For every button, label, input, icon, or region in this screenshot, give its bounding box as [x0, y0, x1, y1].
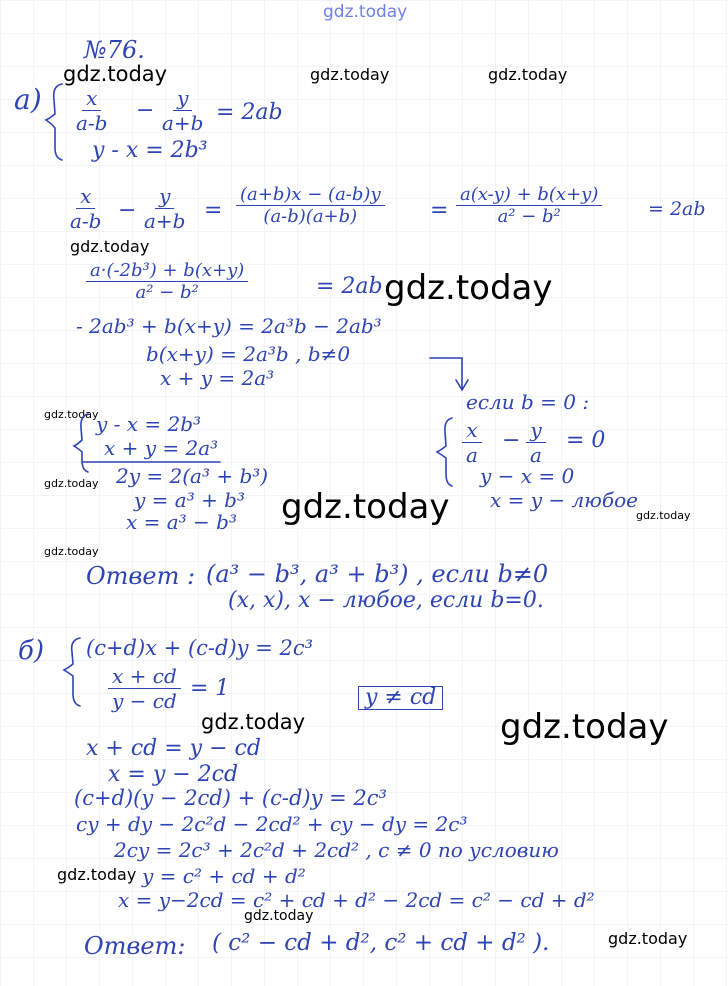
if-b0-frac-y	[526, 418, 546, 467]
denominator: a	[466, 443, 478, 467]
line1-frac2	[140, 184, 189, 233]
if-b0-eq2: y − x = 0	[480, 464, 575, 488]
numerator: y	[173, 86, 192, 111]
watermark: gdz.today	[63, 62, 168, 86]
watermark: gdz.today	[244, 908, 314, 924]
minus-sign: −	[136, 98, 155, 123]
watermark: gdz.today	[488, 65, 568, 84]
if-b0-frac-x	[462, 418, 482, 467]
denominator: a+b	[144, 209, 186, 233]
watermark: gdz.today	[44, 545, 99, 558]
watermark: gdz.today	[636, 509, 691, 522]
sys-a-frac-y	[158, 86, 207, 135]
equation-rhs: = 2ab	[216, 100, 283, 125]
line5: x + y = 2a³	[160, 366, 275, 390]
equation-rhs: = 0	[566, 428, 606, 453]
line1-frac3	[236, 184, 385, 227]
equation-rhs: = 2ab	[648, 198, 706, 220]
line2-frac	[86, 260, 248, 303]
watermark: gdz.today	[201, 710, 306, 734]
part-b-line2: x = y − 2cd	[108, 762, 239, 787]
part-b-line4: cy + dy − 2c²d − 2cd² + cy − dy = 2c³	[76, 812, 468, 836]
part-b-line3: (c+d)(y − 2cd) + (c-d)y = 2c³	[74, 786, 387, 810]
numerator: (a+b)x − (a-b)y	[236, 184, 385, 206]
answer-b-label: Ответ:	[84, 932, 186, 960]
part-b-line1: x + cd = y − cd	[86, 736, 261, 761]
line1-frac4	[456, 184, 602, 227]
denominator: y − cd	[112, 689, 177, 713]
part-b-line6: y = c² + cd + d²	[142, 864, 306, 888]
sys-a-eq2: y - x = 2b³	[92, 138, 208, 163]
equation-rhs: = 1	[190, 676, 230, 701]
watermark-top: gdz.today	[323, 2, 408, 22]
denominator: (a-b)(a+b)	[263, 206, 358, 227]
part-b-line5: 2cy = 2c³ + 2c²d + 2cd² , c ≠ 0 по условию	[114, 838, 559, 862]
line6: 2y = 2(a³ + b³)	[116, 464, 269, 488]
answer-a-line2: (x, x), x − любое, если b=0.	[228, 588, 544, 613]
numerator: x	[82, 86, 101, 111]
watermark: gdz.today	[608, 929, 688, 948]
denominator: a² − b²	[497, 206, 561, 227]
line4: b(x+y) = 2a³b , b≠0	[146, 342, 351, 366]
denominator: a	[530, 443, 542, 467]
sys2-eq1: y - x = 2b³	[96, 412, 202, 436]
if-b0-title: если b = 0 :	[466, 390, 590, 414]
sys-a-frac-x	[72, 86, 111, 135]
sys-b-eq1: (c+d)x + (c-d)y = 2c³	[86, 636, 314, 660]
watermark: gdz.today	[500, 707, 669, 747]
sys-b-frac	[108, 664, 181, 713]
numerator: x + cd	[108, 664, 181, 689]
line8: x = a³ − b³	[126, 510, 237, 534]
watermark: gdz.today	[310, 65, 390, 84]
watermark: gdz.today	[281, 487, 450, 527]
denominator: a+b	[162, 111, 204, 135]
minus-sign: −	[118, 198, 137, 223]
answer-a-line1: (a³ − b³, a³ + b³) , если b≠0	[206, 560, 549, 588]
if-b0-eq3: x = y − любое	[490, 488, 638, 512]
equals-sign: =	[430, 198, 449, 223]
line3: - 2ab³ + b(x+y) = 2a³b − 2ab³	[76, 314, 382, 338]
numerator: y	[155, 184, 174, 209]
line7: y = a³ + b³	[134, 488, 246, 512]
answer-b: ( c² − cd + d², c² + cd + d² ).	[212, 930, 550, 956]
watermark: gdz.today	[44, 408, 99, 421]
numerator: x	[76, 184, 95, 209]
minus-sign: −	[502, 428, 521, 453]
part-b-line7: x = y−2cd = c² + cd + d² − 2cd = c² − cd + d²	[118, 888, 595, 912]
answer-a-label: Ответ :	[86, 562, 196, 590]
part-b-label: б)	[18, 636, 45, 666]
condition-box: y ≠ cd	[358, 686, 443, 710]
problem-number: №76.	[84, 36, 145, 64]
equals-sign: =	[204, 198, 223, 223]
numerator: a(x-y) + b(x+y)	[456, 184, 602, 206]
watermark: gdz.today	[70, 237, 150, 256]
watermark: gdz.today	[57, 865, 137, 884]
watermark: gdz.today	[44, 477, 99, 490]
numerator: a·(-2b³) + b(x+y)	[86, 260, 248, 282]
numerator: y	[526, 418, 545, 443]
denominator: a² − b²	[135, 282, 199, 303]
denominator: a-b	[76, 111, 108, 135]
equation-rhs: = 2ab	[316, 274, 383, 299]
watermark: gdz.today	[384, 268, 553, 308]
part-a-label: а)	[14, 83, 42, 116]
numerator: x	[462, 418, 481, 443]
sys2-eq2: x + y = 2a³	[104, 436, 219, 460]
line1-frac1	[66, 184, 105, 233]
denominator: a-b	[70, 209, 102, 233]
